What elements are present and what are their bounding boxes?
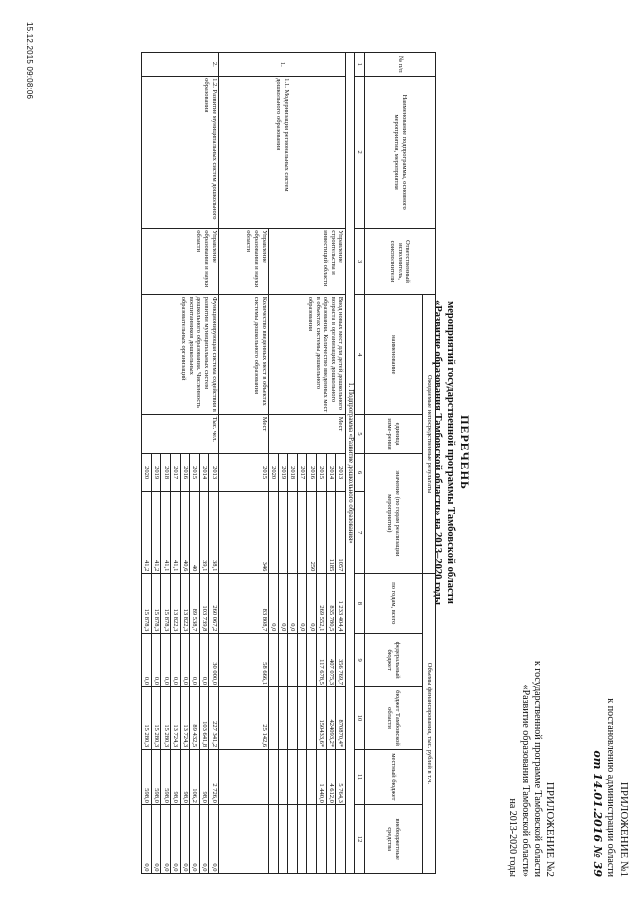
regional-cell: 870870,4*: [336, 687, 346, 749]
measure-name: 1.1. Модернизация региональных систем дошкольного образования: [219, 76, 346, 228]
year-cell: 2015: [219, 453, 269, 492]
local-cell: 1 440,0: [317, 749, 327, 805]
regional-cell: 103 641,8: [199, 687, 209, 749]
executor: Управление образования и науки области: [142, 228, 219, 294]
total-cell: 1 233 404,4: [336, 573, 346, 633]
value-cell: 40,6: [180, 492, 190, 573]
year-cell: 2019: [278, 453, 288, 492]
header-executor: Ответственный исполнитель, соисполнители: [365, 228, 436, 294]
header-no: № п/п: [365, 53, 436, 77]
header-extra: внебюджетные средства: [365, 805, 423, 874]
federal-cell: 30 000,0: [209, 633, 219, 687]
appendix2-line2: «Развитие образования Тамбовской области»: [520, 684, 531, 877]
col-number: 1: [355, 53, 365, 77]
federal-cell: [278, 633, 288, 687]
value-cell: [278, 492, 288, 573]
measures-table: [141, 52, 436, 874]
extra-cell: [326, 805, 336, 874]
federal-cell: 0,0: [180, 633, 190, 687]
appendix1-title: ПРИЛОЖЕНИЕ №1: [618, 781, 630, 877]
header-federal: федеральный бюджет: [365, 633, 423, 687]
federal-cell: [297, 633, 307, 687]
local-cell: 2 726,0: [209, 749, 219, 805]
extra-cell: 0,0: [142, 805, 152, 874]
total-cell: 83 808,7: [219, 573, 269, 633]
total-cell: 13 822,3: [171, 573, 181, 633]
federal-cell: [288, 633, 298, 687]
local-cell: [219, 749, 269, 805]
year-cell: 2015: [190, 453, 200, 492]
local-cell: [288, 749, 298, 805]
executor: Управление строительства и инвестиций области: [269, 228, 346, 294]
row-number: 2.: [142, 53, 219, 77]
print-timestamp: 15.12.2015 09:08:06: [25, 22, 34, 100]
document-heading: [431, 0, 472, 905]
value-cell: 41,2: [151, 492, 161, 573]
local-cell: [269, 749, 279, 805]
extra-cell: 0,0: [161, 805, 171, 874]
indicator-name: Количество введенных мест в объектах системы дошкольного образования: [219, 295, 269, 415]
heading-line2: «Развитие образования Тамбовской области» на 2013–2020 годы: [432, 300, 443, 605]
extra-cell: [336, 805, 346, 874]
executor: Управление образования и науки области: [219, 228, 269, 294]
year-cell: 2020: [142, 453, 152, 492]
header-result-unit: единица изме-рения: [365, 415, 423, 454]
year-cell: 2015: [317, 453, 327, 492]
federal-cell: 0,0: [142, 633, 152, 687]
header-funding: Объемы финансирования, тыс. рублей в т.ч.: [423, 573, 436, 873]
year-cell: 2014: [326, 453, 336, 492]
federal-cell: [307, 633, 317, 687]
value-cell: [317, 492, 327, 573]
col-number: 5: [355, 415, 365, 454]
appendix2-block: [506, 661, 556, 877]
extra-cell: 0,0: [151, 805, 161, 874]
local-cell: 4 612,0: [326, 749, 336, 805]
total-cell: 0,0: [288, 573, 298, 633]
local-cell: 598,0: [142, 749, 152, 805]
regional-cell: [288, 687, 298, 749]
header-name: Наименование подпрограммы, основного мероприятия, мероприятия: [365, 76, 436, 228]
total-cell: 260 067,2: [209, 573, 219, 633]
indicator-unit: Мест: [269, 415, 346, 454]
col-number: 11: [355, 749, 365, 805]
year-cell: 2019: [151, 453, 161, 492]
appendix2-line1: к государственной программе Тамбовской области: [532, 660, 544, 877]
appendix2-line3: на 2013-2020 годы: [507, 798, 519, 877]
col-number: 3: [355, 228, 365, 294]
appendix1-block: [591, 698, 630, 877]
header-result-value: значение (по годам реализации мероприятия): [365, 453, 423, 573]
value-cell: 38,1: [209, 492, 219, 573]
year-cell: 2013: [336, 453, 346, 492]
regional-cell: 15 280,3: [161, 687, 171, 749]
year-cell: 2016: [180, 453, 190, 492]
col-number: 2: [355, 76, 365, 228]
local-cell: 98,0: [180, 749, 190, 805]
federal-cell: [269, 633, 279, 687]
year-cell: 2018: [161, 453, 171, 492]
regional-cell: 25 142,6: [219, 687, 269, 749]
regional-cell: 15 280,3: [142, 687, 152, 749]
value-cell: 41,1: [171, 492, 181, 573]
total-cell: 0,0: [307, 573, 317, 633]
value-cell: 40: [190, 492, 200, 573]
measure-name: 1.2. Развитие муниципальных систем дошкольного образования: [142, 76, 219, 228]
extra-cell: 0,0: [199, 805, 209, 874]
value-cell: [288, 492, 298, 573]
extra-cell: [278, 805, 288, 874]
col-number: 10: [355, 687, 365, 749]
year-cell: 2014: [199, 453, 209, 492]
total-cell: 15 878,3: [151, 573, 161, 633]
regional-cell: 13 724,3: [180, 687, 190, 749]
extra-cell: 0,0: [209, 805, 219, 874]
local-cell: [307, 749, 317, 805]
header-local: местный бюджет: [365, 749, 423, 805]
indicator-unit: Мест: [219, 415, 269, 454]
value-cell: 250: [307, 492, 317, 573]
federal-cell: 58 666,1: [219, 633, 269, 687]
appendix1-line: к постановлению администрации области: [605, 698, 616, 877]
local-cell: [278, 749, 288, 805]
value-cell: 346: [219, 492, 269, 573]
federal-cell: 0,0: [151, 633, 161, 687]
federal-cell: 0,0: [161, 633, 171, 687]
total-cell: 0,0: [269, 573, 279, 633]
extra-cell: [307, 805, 317, 874]
col-number: 7: [355, 492, 365, 573]
regional-cell: 13 724,3: [171, 687, 181, 749]
regional-cell: [307, 687, 317, 749]
value-cell: [297, 492, 307, 573]
header-expected: Ожидаемые непосредственные результаты: [423, 295, 436, 574]
regional-cell: [269, 687, 279, 749]
heading-line1: мероприятий государственной программы Тамбовской области: [445, 301, 456, 604]
header-regional: бюджет Тамбовской области: [365, 687, 423, 749]
regional-cell: [297, 687, 307, 749]
total-cell: 89 538,7: [190, 573, 200, 633]
local-cell: [297, 749, 307, 805]
total-cell: 0,0: [278, 573, 288, 633]
value-cell: 1185: [326, 492, 336, 573]
value-cell: 1057: [336, 492, 346, 573]
year-cell: 2016: [307, 453, 317, 492]
heading-title: ПЕРЕЧЕНЬ: [458, 415, 472, 490]
indicator-unit: Тыс. чел.: [142, 415, 219, 454]
local-cell: 98,0: [171, 749, 181, 805]
total-cell: 269 552,1: [317, 573, 327, 633]
regional-cell: 89 432,5: [190, 687, 200, 749]
col-number: 9: [355, 633, 365, 687]
value-cell: 41,1: [161, 492, 171, 573]
regional-cell: 424093,2*: [326, 687, 336, 749]
local-cell: 598,0: [151, 749, 161, 805]
row-number: 1.: [219, 53, 346, 77]
total-cell: 13 822,3: [180, 573, 190, 633]
extra-cell: [297, 805, 307, 874]
extra-cell: [219, 805, 269, 874]
federal-cell: 0,0: [199, 633, 209, 687]
year-cell: 2020: [269, 453, 279, 492]
regional-cell: 227 341,2: [209, 687, 219, 749]
extra-cell: 0,0: [171, 805, 181, 874]
federal-cell: 0,0: [171, 633, 181, 687]
local-cell: 98,0: [199, 749, 209, 805]
local-cell: 106,2: [190, 749, 200, 805]
value-cell: 41,2: [142, 492, 152, 573]
year-cell: 2018: [288, 453, 298, 492]
extra-cell: 0,0: [190, 805, 200, 874]
federal-cell: 356 769,7: [336, 633, 346, 687]
year-cell: 2013: [209, 453, 219, 492]
total-cell: 15 878,3: [161, 573, 171, 633]
total-cell: 103 739,8: [199, 573, 209, 633]
local-cell: 598,0: [161, 749, 171, 805]
value-cell: [269, 492, 279, 573]
total-cell: 0,0: [297, 573, 307, 633]
regional-cell: [278, 687, 288, 749]
federal-cell: 407 075,3: [326, 633, 336, 687]
extra-cell: 0,0: [180, 805, 190, 874]
year-cell: 2017: [171, 453, 181, 492]
total-cell: 15 878,3: [142, 573, 152, 633]
local-cell: 5 764,3: [336, 749, 346, 805]
subprogram-title: 1. Подпрограмма «Развитие дошкольного образования»: [345, 53, 355, 874]
total-cell: 835 780,5: [326, 573, 336, 633]
extra-cell: [317, 805, 327, 874]
extra-cell: [269, 805, 279, 874]
regional-cell: 15 280,3: [151, 687, 161, 749]
year-cell: 2017: [297, 453, 307, 492]
header-total: по годам, всего: [365, 573, 423, 633]
indicator-name: Ввод новых мест для детей дошкольного возраста в организациях дошкольного образования. Количество введенных мест в объектах системы дошкольного образования: [269, 295, 346, 415]
header-result-name: наименование: [365, 295, 423, 415]
col-number: 4: [355, 295, 365, 415]
appendix1-signature: от 14.01.2016 № 39: [591, 750, 604, 877]
extra-cell: [288, 805, 298, 874]
col-number: 8: [355, 573, 365, 633]
federal-cell: 117 678,5: [317, 633, 327, 687]
regional-cell: 150433,6*: [317, 687, 327, 749]
col-number: 6: [355, 453, 365, 492]
indicator-name: Функционирующая система содействия в развитии муниципальных систем дошкольного образования. Численность воспитанников дошкольных образовательных организаций: [142, 295, 219, 415]
appendix2-title: ПРИЛОЖЕНИЕ №2: [544, 781, 556, 877]
col-number: 12: [355, 805, 365, 874]
federal-cell: 0,0: [190, 633, 200, 687]
value-cell: 39,1: [199, 492, 209, 573]
